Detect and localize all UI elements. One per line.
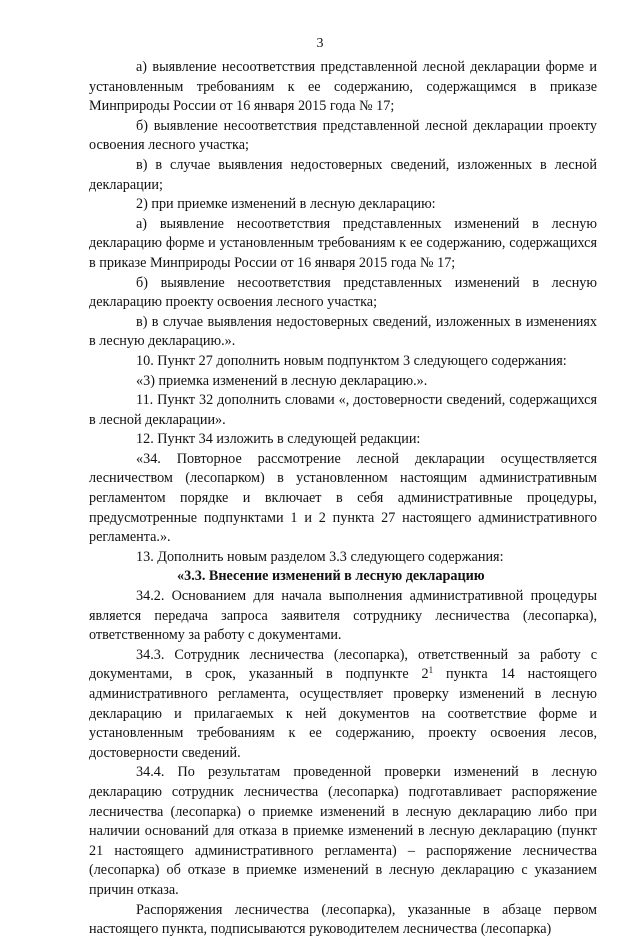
paragraph-point-34-text: «34. Повторное рассмотрение лесной декларации осуществляется лесничеством (лесопарком) в установленном настоящим административным регламентом порядке и включает в себя административные процедуры, предусмотренные подпунктами 1 и 2 пункта 27 настоящего административного регламента.».: [89, 450, 597, 546]
paragraph-34-3-text-after: пункта 14 настоящего административного регламента, осуществляет проверку изменений в лесную декларацию и прилагаемых к ней документов на соответствие форме и установленным требованиям к ее содержанию, проекту освоения лесов, достоверности сведений.: [89, 666, 597, 761]
paragraph-point-11: 11. Пункт 32 дополнить словами «, достоверности сведений, содержащихся в лесной декларации».: [89, 392, 597, 428]
paragraph-c-changes-false-info: в) в случае выявления недостоверных сведений, изложенных в изменениях в лесную декларацию.».: [89, 313, 597, 350]
paragraph-point-12: 12. Пункт 34 изложить в следующей редакции:: [136, 431, 421, 448]
paragraph-34-3: [89, 646, 597, 764]
section-title-3-3: «3.3. Внесение изменений в лесную декларацию: [177, 568, 485, 585]
paragraph-34-3-text-before: 34.3. Сотрудник лесничества (лесопарка), ответственный за работу с документами, в срок, указанный в подпункте 2: [89, 646, 597, 683]
paragraph-a-changes-form: а) выявление несоответствия представленных изменений в лесную декларацию форме и установленным требованиям к ее содержанию, содержащихся в приказе Минприроды России от 16 января 2015 года № 17;: [89, 215, 597, 271]
paragraph-c-false-info: в) в случае выявления недостоверных сведений, изложенных в лесной декларации;: [89, 156, 597, 193]
document-body: [89, 58, 597, 940]
paragraph-b-project-mismatch: б) выявление несоответствия представленной лесной декларации проекту освоения лесного участка;: [89, 117, 597, 154]
superscript-index: 1: [428, 665, 434, 676]
paragraph-item-2-changes: 2) при приемке изменений в лесную декларацию:: [136, 196, 436, 213]
paragraph-34-2: 34.2. Основанием для начала выполнения административной процедуры является передача запроса заявителя сотруднику лесничества (лесопарка), ответственному за работу с документами.: [89, 588, 597, 644]
paragraph-orders-signed: Распоряжения лесничества (лесопарка), указанные в абзаце первом настоящего пункта, подписываются руководителем лесничества (лесопарка): [89, 901, 597, 938]
paragraph-subpoint-3: «3) приемка изменений в лесную декларацию.».: [136, 372, 428, 389]
paragraph-a-form-mismatch: а) выявление несоответствия представленной лесной декларации форме и установленным требованиям к ее содержанию, содержащимся в приказе Минприроды России от 16 января 2015 года № 17;: [89, 59, 597, 115]
paragraph-b-changes-project: б) выявление несоответствия представленных изменений в лесную декларацию проекту освоения лесного участка;: [89, 274, 597, 311]
paragraph-point-13: 13. Дополнить новым разделом 3.3 следующего содержания:: [136, 548, 504, 565]
page-number: 3: [316, 36, 324, 51]
paragraph-34-4: 34.4. По результатам проведенной проверки изменений в лесную декларацию сотрудник лесничества (лесопарка) подготавливает распоряжение лесничества (лесопарка) о приемке изменений в лесную декларацию либо при наличии оснований для отказа в приемке изменений в лесную декларацию (пункт 21 настоящего административного регламента) – распоряжение лесничества (лесопарка) об отказе в приемке изменений в лесную декларацию с указанием причин отказа.: [89, 764, 597, 898]
paragraph-point-10: 10. Пункт 27 дополнить новым подпунктом 3 следующего содержания:: [136, 352, 567, 369]
